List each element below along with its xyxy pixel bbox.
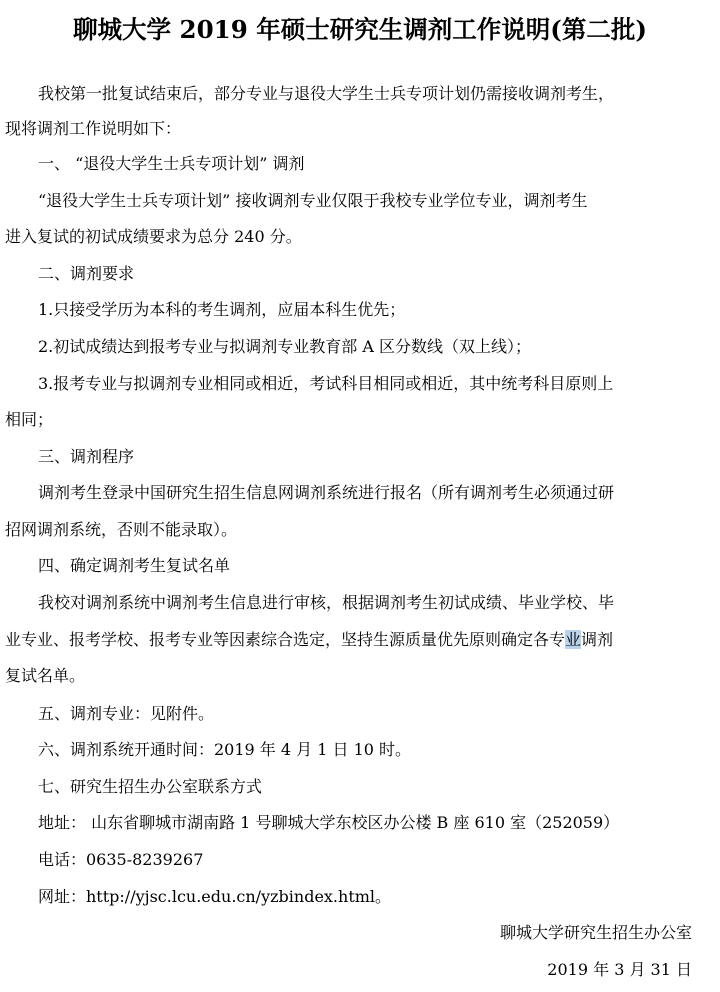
- contact-website: 网址：http://yjsc.lcu.edu.cn/yzbindex.html。: [38, 887, 392, 906]
- section-3-line-1: 调剂考生登录中国研究生招生信息网调剂系统进行报名（所有调剂考生必须通过研: [38, 483, 615, 502]
- section-2-heading: 二、调剂要求: [38, 264, 135, 283]
- section-4-line-1: 我校对调剂系统中调剂考生信息进行审核，根据调剂考生初试成绩、毕业学校、毕: [38, 593, 615, 612]
- section-3-heading: 三、调剂程序: [38, 447, 135, 466]
- section-7-heading: 七、研究生招生办公室联系方式: [38, 777, 263, 796]
- signature: 聊城大学研究生招生办公室: [499, 923, 692, 942]
- section-4-line-2-text-b: 调剂: [581, 630, 614, 649]
- requirement-3-line-1: 3.报考专业与拟调剂专业相同或相近，考试科目相同或相近，其中统考科目原则上: [38, 374, 614, 393]
- document-date: 2019 年 3 月 31 日: [547, 960, 692, 979]
- requirement-1: 1.只接受学历为本科的考生调剂，应届本科生优先；: [38, 300, 406, 319]
- section-1-line-2: 进入复试的初试成绩要求为总分 240 分。: [5, 227, 302, 246]
- intro-line-2: 现将调剂工作说明如下：: [5, 119, 182, 138]
- section-4-heading: 四、确定调剂考生复试名单: [38, 556, 231, 575]
- requirement-2: 2.初试成绩达到报考专业与拟调剂专业教育部 A 区分数线（双上线）；: [38, 337, 531, 356]
- section-5: 五、调剂专业：见附件。: [38, 704, 215, 723]
- section-1-line-1: “退役大学生士兵专项计划” 接收调剂专业仅限于我校专业学位专业，调剂考生: [38, 191, 588, 210]
- section-4-line-2-text-a: 业专业、报考学校、报考专业等因素综合选定，坚持生源质量优先原则确定各专: [5, 630, 566, 649]
- section-3-line-2: 招网调剂系统，否则不能录取）。: [5, 520, 238, 539]
- document-title: 聊城大学 2019 年硕士研究生调剂工作说明(第二批): [73, 15, 647, 44]
- intro-line-1: 我校第一批复试结束后，部分专业与退役大学生士兵专项计划仍需接收调剂考生，: [38, 84, 615, 103]
- section-4-line-3: 复试名单。: [5, 666, 86, 685]
- section-4-line-2: [5, 628, 613, 652]
- requirement-3-line-2: 相同；: [5, 410, 54, 429]
- contact-address: 地址： 山东省聊城市湖南路 1 号聊城大学东校区办公楼 B 座 610 室（252059）: [38, 813, 620, 832]
- section-1-heading: 一、 “退役大学生士兵专项计划” 调剂: [38, 154, 305, 173]
- contact-phone: 电话：0635-8239267: [38, 850, 204, 869]
- section-6: 六、调剂系统开通时间：2019 年 4 月 1 日 10 时。: [38, 740, 412, 759]
- selected-text-highlight[interactable]: 业: [565, 630, 582, 649]
